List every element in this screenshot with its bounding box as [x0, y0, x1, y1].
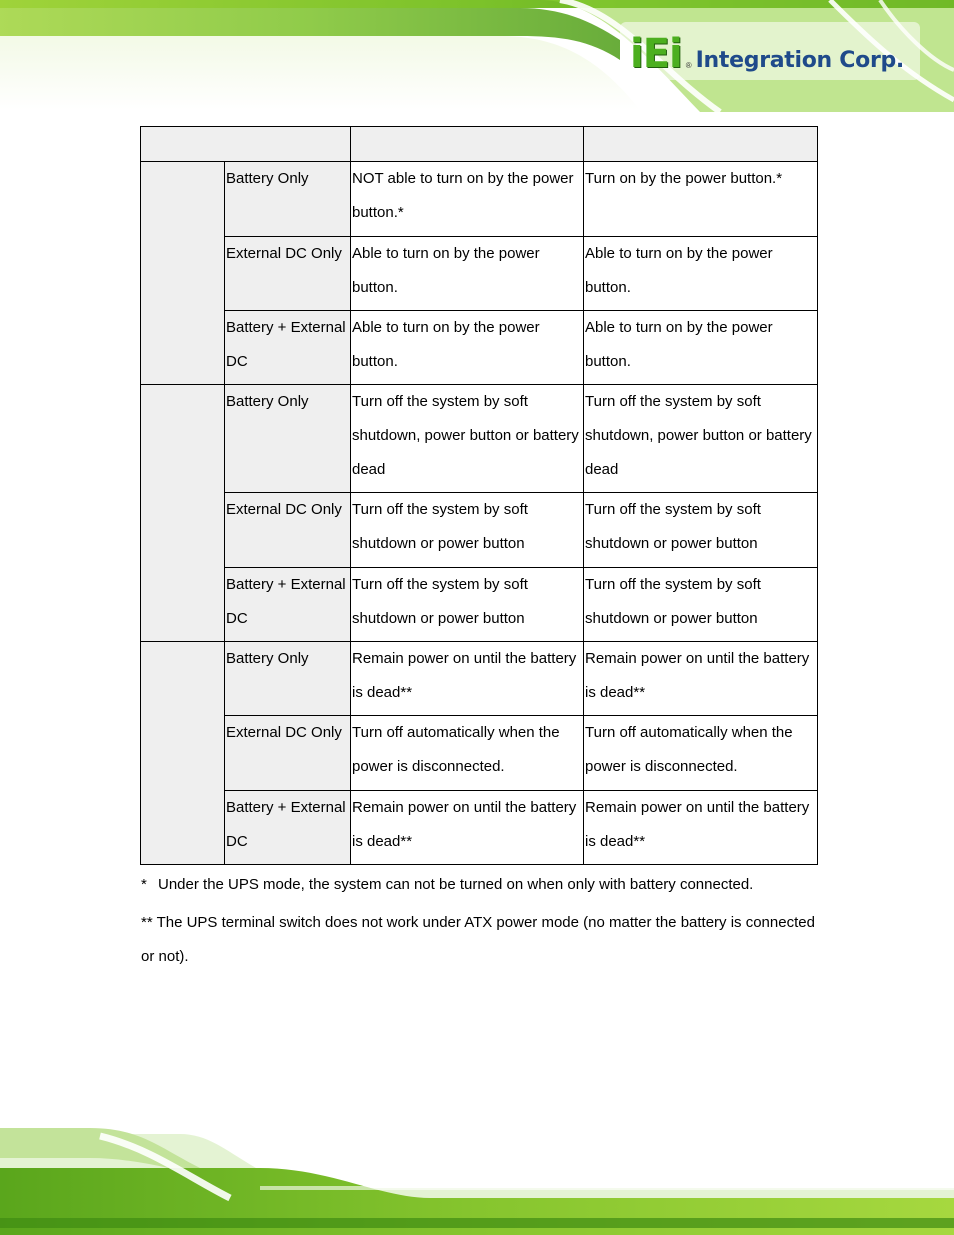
table-cell: Turn off the system by soft shutdown, power button or battery dead	[351, 385, 584, 493]
table-header-row	[141, 127, 818, 162]
table-row	[141, 237, 818, 311]
header-cell-mode	[141, 127, 351, 162]
table-row	[141, 568, 818, 642]
table-cell: Able to turn on by the power button.	[351, 311, 584, 385]
power-source-cell: Battery + External DC	[225, 791, 351, 865]
table-notes	[141, 870, 821, 974]
footnote-marker: *	[141, 876, 147, 893]
group-cell	[141, 162, 225, 385]
group-cell	[141, 385, 225, 642]
power-source-cell: Battery + External DC	[225, 311, 351, 385]
table-cell: Remain power on until the battery is dead**	[584, 791, 818, 865]
power-source-cell: Battery Only	[225, 385, 351, 493]
table-cell: Remain power on until the battery is dead**	[351, 791, 584, 865]
power-mode-table	[140, 126, 818, 865]
table-cell: Able to turn on by the power button.	[351, 237, 584, 311]
group-cell	[141, 642, 225, 865]
company-logo	[630, 26, 904, 77]
table-row	[141, 791, 818, 865]
power-source-cell: Battery Only	[225, 642, 351, 716]
table-row	[141, 642, 818, 716]
logo-company-name: Integration Corp.	[695, 48, 904, 73]
table-row	[141, 493, 818, 568]
table-cell: Turn on by the power button.*	[584, 162, 818, 237]
header-cell-col1	[351, 127, 584, 162]
footnote-single-star	[141, 870, 821, 900]
table-row	[141, 716, 818, 791]
power-source-cell: External DC Only	[225, 493, 351, 568]
table-cell: Able to turn on by the power button.	[584, 237, 818, 311]
logo-mark: iEi	[630, 31, 682, 77]
table-cell: Turn off automatically when the power is disconnected.	[584, 716, 818, 791]
table-row	[141, 162, 818, 237]
footnote-text: Under the UPS mode, the system can not be turned on when only with battery connected.	[158, 876, 754, 893]
table-row	[141, 385, 818, 493]
table-row	[141, 311, 818, 385]
table-cell: Remain power on until the battery is dead**	[351, 642, 584, 716]
header-cell-col2	[584, 127, 818, 162]
power-source-cell: External DC Only	[225, 716, 351, 791]
footnote-double-star: ** The UPS terminal switch does not work under ATX power mode (no matter the battery is connected or not).	[141, 914, 815, 965]
table-cell: Turn off the system by soft shutdown or power button	[351, 568, 584, 642]
table-cell: NOT able to turn on by the power button.*	[351, 162, 584, 237]
logo-registered-mark: ®	[685, 61, 692, 70]
power-source-cell: External DC Only	[225, 237, 351, 311]
table-cell: Turn off the system by soft shutdown or power button	[584, 568, 818, 642]
table-cell: Turn off the system by soft shutdown or power button	[584, 493, 818, 568]
table-cell: Able to turn on by the power button.	[584, 311, 818, 385]
table-cell: Turn off the system by soft shutdown, power button or battery dead	[584, 385, 818, 493]
power-source-cell: Battery Only	[225, 162, 351, 237]
footer-banner	[0, 1128, 954, 1235]
table-cell: Turn off automatically when the power is disconnected.	[351, 716, 584, 791]
table-cell: Turn off the system by soft shutdown or power button	[351, 493, 584, 568]
table-cell: Remain power on until the battery is dead**	[584, 642, 818, 716]
power-source-cell: Battery + External DC	[225, 568, 351, 642]
